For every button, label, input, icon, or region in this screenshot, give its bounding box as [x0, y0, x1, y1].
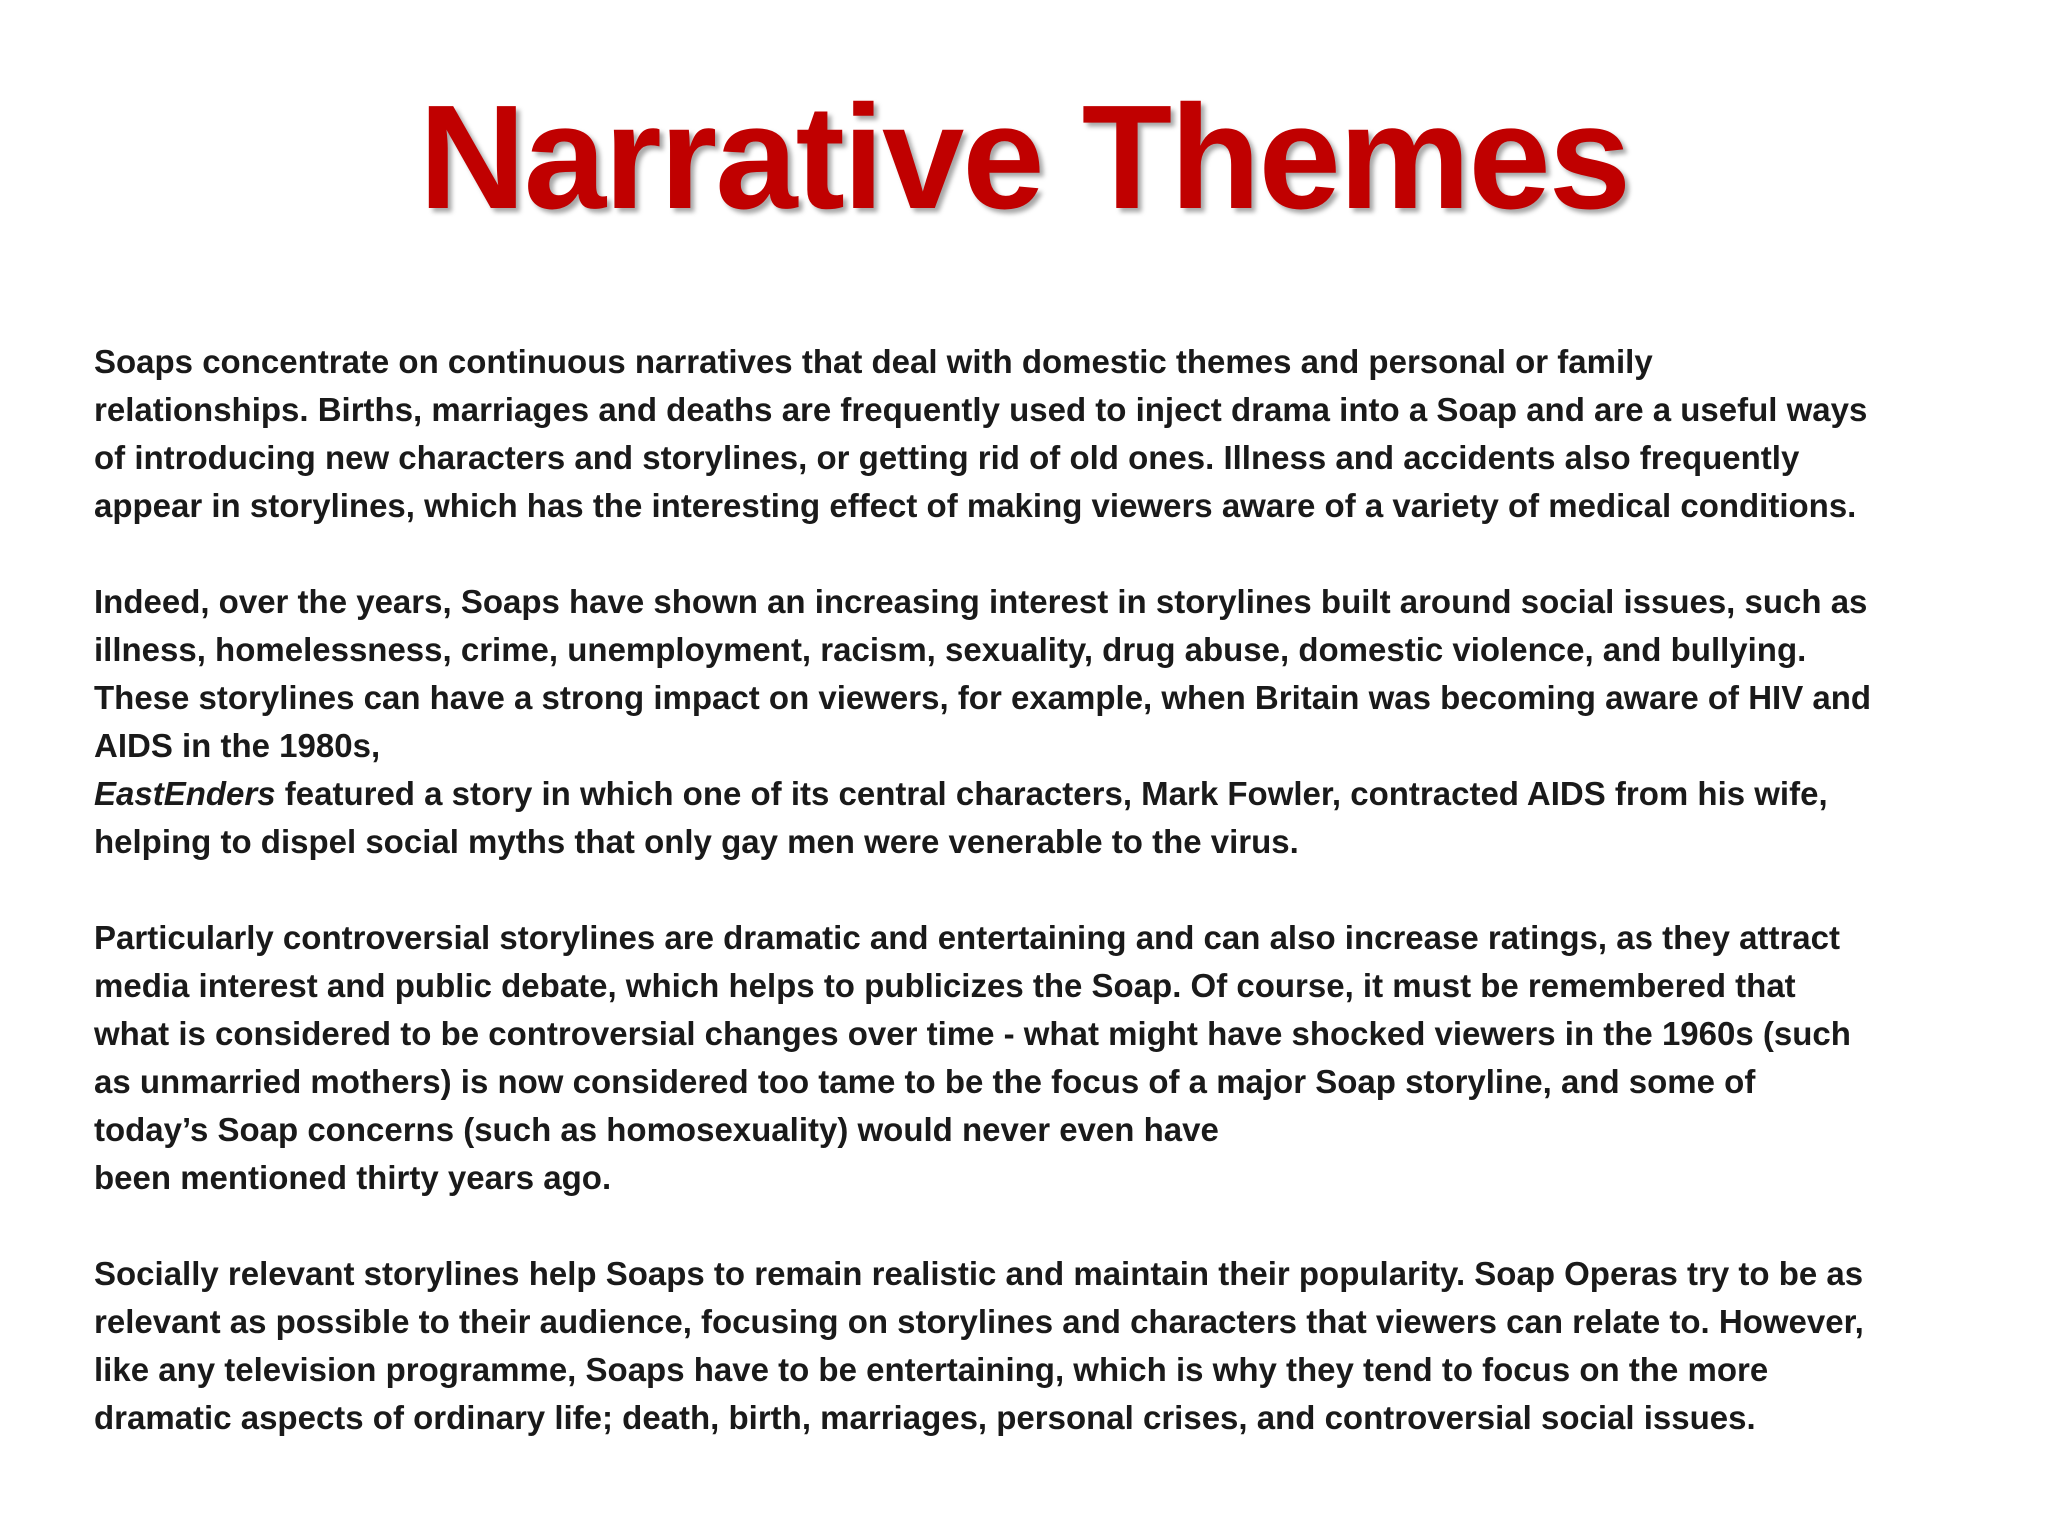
- paragraph-line-with-show-title: [94, 770, 1994, 818]
- paragraph-line: like any television programme, Soaps have to be entertaining, which is why they tend to focus on the more: [94, 1351, 1769, 1388]
- paragraph-line: These storylines can have a strong impact on viewers, for example, when Britain was becoming aware of HIV and: [94, 679, 1872, 716]
- paragraph-line: helping to dispel social myths that only gay men were venerable to the virus.: [94, 823, 1299, 860]
- paragraph-line: appear in storylines, which has the interesting effect of making viewers aware of a variety of medical conditions.: [94, 487, 1857, 524]
- paragraph-line: illness, homelessness, crime, unemployment, racism, sexuality, drug abuse, domestic violence, and bullying.: [94, 631, 1807, 668]
- paragraph-line: Soaps concentrate on continuous narratives that deal with domestic themes and personal or family: [94, 343, 1653, 380]
- paragraph-line-continuation: featured a story in which one of its central characters, Mark Fowler, contracted AIDS from his wife,: [275, 775, 1828, 812]
- paragraph-line: media interest and public debate, which helps to publicizes the Soap. Of course, it must be remembered that: [94, 967, 1796, 1004]
- paragraph-line: Particularly controversial storylines are dramatic and entertaining and can also increase ratings, as they attract: [94, 919, 1841, 956]
- paragraph-line: as unmarried mothers) is now considered too tame to be the focus of a major Soap storyline, and some of: [94, 1063, 1756, 1100]
- paragraph-line: AIDS in the 1980s,: [94, 727, 381, 764]
- paragraph-4: [94, 1250, 1994, 1442]
- paragraph-line: what is considered to be controversial changes over time - what might have shocked viewers in the 1960s (such: [94, 1015, 1851, 1052]
- paragraph-line: Socially relevant storylines help Soaps to remain realistic and maintain their popularity. Soap Operas try to be as: [94, 1255, 1864, 1292]
- slide-title: Narrative Themes: [418, 75, 1630, 240]
- paragraph-line: today’s Soap concerns (such as homosexuality) would never even have: [94, 1111, 1219, 1148]
- paragraph-line: Indeed, over the years, Soaps have shown an increasing interest in storylines built around social issues, such as: [94, 583, 1868, 620]
- paragraph-line: dramatic aspects of ordinary life; death, birth, marriages, personal crises, and controversial social issues.: [94, 1399, 1756, 1436]
- paragraph-2: [94, 578, 1994, 866]
- slide-body: [94, 338, 1994, 1490]
- paragraph-line: of introducing new characters and storylines, or getting rid of old ones. Illness and accidents also frequently: [94, 439, 1800, 476]
- paragraph-3: [94, 914, 1994, 1202]
- paragraph-line: relevant as possible to their audience, focusing on storylines and characters that viewers can relate to. However,: [94, 1303, 1864, 1340]
- paragraph-line: been mentioned thirty years ago.: [94, 1159, 612, 1196]
- paragraph-1: [94, 338, 1994, 530]
- paragraph-line: relationships. Births, marriages and deaths are frequently used to inject drama into a Soap and are a useful ways: [94, 391, 1868, 428]
- show-title-eastenders: EastEnders: [94, 775, 276, 812]
